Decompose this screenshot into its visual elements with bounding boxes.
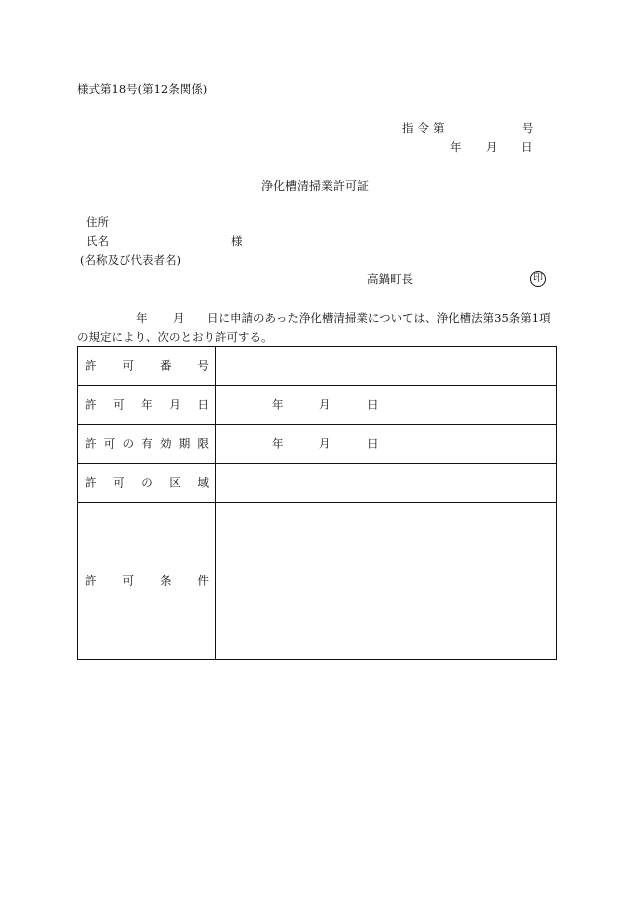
table-row-permit-area — [78, 464, 556, 503]
permit-date-value — [216, 386, 556, 424]
issuer-name: 高鍋町長 — [367, 272, 413, 286]
row-label: 許 可 の 区 域 — [85, 475, 209, 490]
table-row-permit-number — [78, 347, 556, 386]
issue-date-month: 月 — [486, 140, 498, 154]
table-row-validity-period — [78, 425, 556, 464]
row-label: 許 可 の 有 効 期 限 — [85, 436, 209, 451]
name-note: (名称及び代表者名) — [80, 253, 181, 267]
validity-month: 月 — [319, 436, 331, 451]
table-row-permit-date — [78, 386, 556, 425]
address-label: 住所 — [86, 215, 109, 229]
row-label-cell — [78, 503, 216, 659]
form-number: 様式第18号(第12条関係) — [77, 82, 208, 96]
validity-day: 日 — [367, 436, 379, 451]
permit-number-value — [216, 347, 556, 385]
row-label-cell — [78, 425, 216, 463]
row-label: 許 可 番 号 — [85, 358, 209, 373]
permit-date-month: 月 — [319, 397, 331, 412]
body-text-line-2: の規定により、次のとおり許可する。 — [77, 330, 273, 344]
body-year: 年 — [136, 311, 148, 325]
seal-mark: 印 — [530, 271, 546, 287]
body-month: 月 — [173, 311, 185, 325]
row-label-cell — [78, 347, 216, 385]
issue-date-day: 日 — [521, 140, 533, 154]
document-title: 浄化槽清掃業許可証 — [260, 179, 369, 193]
directive-number-suffix: 号 — [522, 121, 534, 135]
table-row-permit-conditions — [78, 503, 556, 659]
row-label: 許 可 条 件 — [85, 573, 209, 588]
permit-conditions-value — [216, 503, 556, 659]
name-label: 氏名 — [86, 234, 109, 248]
name-honorific: 様 — [231, 234, 243, 248]
row-label-cell — [78, 464, 216, 502]
validity-period-value — [216, 425, 556, 463]
directive-number-label: 指令第 — [402, 121, 449, 135]
permit-table — [77, 346, 557, 660]
permit-date-year: 年 — [272, 397, 284, 412]
permit-area-value — [216, 464, 556, 502]
issue-date-year: 年 — [450, 140, 462, 154]
body-text: 日に申請のあった浄化槽清掃業については、浄化槽法第35条第1項 — [207, 311, 551, 325]
row-label-cell — [78, 386, 216, 424]
validity-year: 年 — [272, 436, 284, 451]
permit-date-day: 日 — [367, 397, 379, 412]
row-label: 許 可 年 月 日 — [85, 397, 209, 412]
